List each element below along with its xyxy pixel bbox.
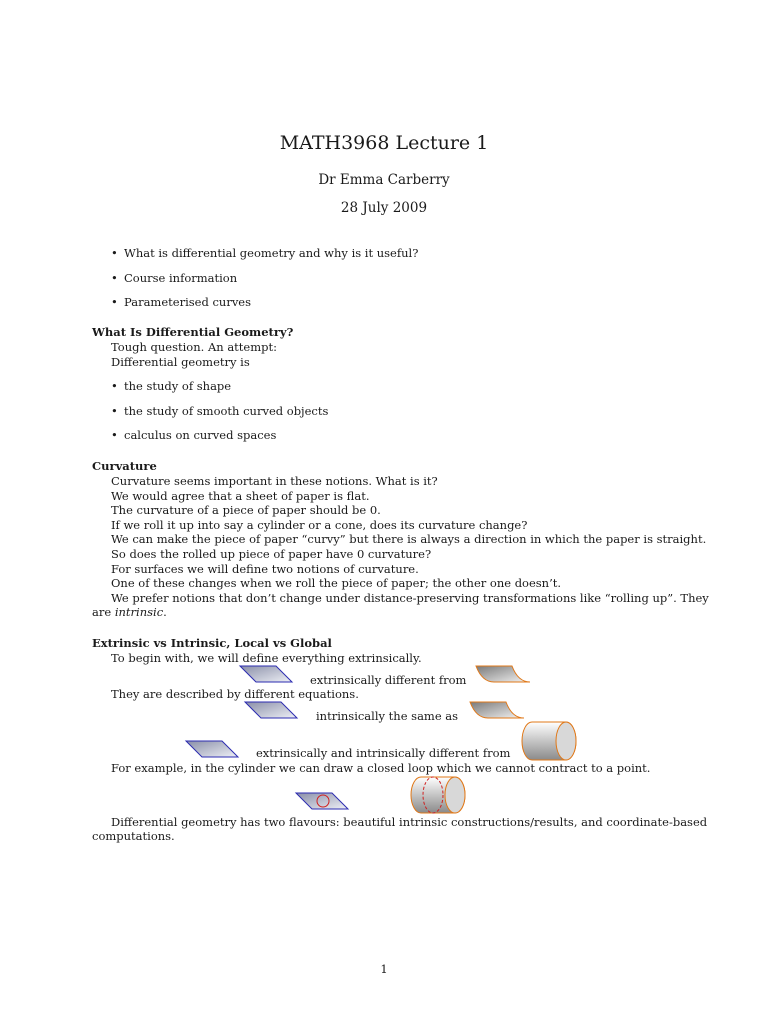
author: Dr Emma Carberry bbox=[318, 172, 450, 188]
flat-plane-figure bbox=[243, 700, 303, 722]
cylinder-with-loop-figure bbox=[409, 775, 471, 815]
definition-bullet: • calculus on curved spaces bbox=[111, 428, 277, 442]
paragraph-line: Tough question. An attempt: bbox=[111, 340, 277, 354]
paragraph-line: To begin with, we will define everything extrinsically. bbox=[111, 651, 422, 665]
paragraph-line: For example, in the cylinder we can draw a closed loop which we cannot contract to a point. bbox=[111, 761, 651, 775]
figure-caption: extrinsically and intrinsically different from bbox=[256, 746, 511, 760]
flat-plane-figure bbox=[238, 664, 298, 686]
paragraph-line: For surfaces we will define two notions of curvature. bbox=[111, 561, 419, 576]
intro-bullet: • What is differential geometry and why is it useful? bbox=[111, 246, 419, 260]
figure-caption: extrinsically different from bbox=[310, 673, 467, 687]
paragraph-line: They are described by different equations. bbox=[111, 687, 359, 701]
intro-bullet: • Parameterised curves bbox=[111, 295, 252, 309]
paragraph-line: computations. bbox=[92, 829, 175, 843]
paragraph-line: Curvature seems important in these notions. What is it? bbox=[111, 474, 438, 488]
page-number: 1 bbox=[380, 962, 388, 976]
plane-with-loop-figure bbox=[294, 791, 354, 813]
section-heading: Extrinsic vs Intrinsic, Local vs Global bbox=[92, 636, 332, 650]
intro-bullet: • Course information bbox=[111, 271, 238, 285]
paragraph-line: We can make the piece of paper “curvy” but there is always a direction in which the paper is straight. bbox=[111, 532, 707, 547]
paragraph-line: are intrinsic. bbox=[92, 605, 167, 619]
paragraph-line: If we roll it up into say a cylinder or a cone, does its curvature change? bbox=[111, 517, 528, 532]
paragraph-line: So does the rolled up piece of paper have 0 curvature? bbox=[111, 546, 432, 561]
date: 28 July 2009 bbox=[340, 200, 428, 216]
flat-plane-figure bbox=[184, 739, 244, 761]
definition-bullet: • the study of smooth curved objects bbox=[111, 404, 329, 418]
curvature-paragraph bbox=[111, 474, 709, 605]
paragraph-line: We prefer notions that don’t change under distance-preserving transformations like “rolling up”. They bbox=[111, 590, 709, 605]
definition-bullet: • the study of shape bbox=[111, 379, 232, 393]
figure-caption: intrinsically the same as bbox=[316, 709, 459, 723]
curved-sheet-figure bbox=[468, 700, 528, 722]
paragraph-line: The curvature of a piece of paper should be 0. bbox=[111, 503, 381, 518]
section-heading: What Is Differential Geometry? bbox=[92, 325, 294, 339]
paragraph-line: We would agree that a sheet of paper is flat. bbox=[111, 488, 370, 503]
curved-sheet-figure bbox=[474, 664, 534, 686]
emphasis: intrinsic bbox=[114, 605, 164, 619]
cylinder-figure bbox=[520, 720, 582, 762]
paragraph-line: Differential geometry is bbox=[111, 355, 250, 369]
section-heading: Curvature bbox=[92, 459, 157, 473]
page-title: MATH3968 Lecture 1 bbox=[279, 132, 489, 154]
paragraph-line: Differential geometry has two flavours: beautiful intrinsic constructions/results, and coordinate-based bbox=[111, 815, 708, 829]
paragraph-line: One of these changes when we roll the piece of paper; the other one doesn’t. bbox=[111, 576, 562, 591]
